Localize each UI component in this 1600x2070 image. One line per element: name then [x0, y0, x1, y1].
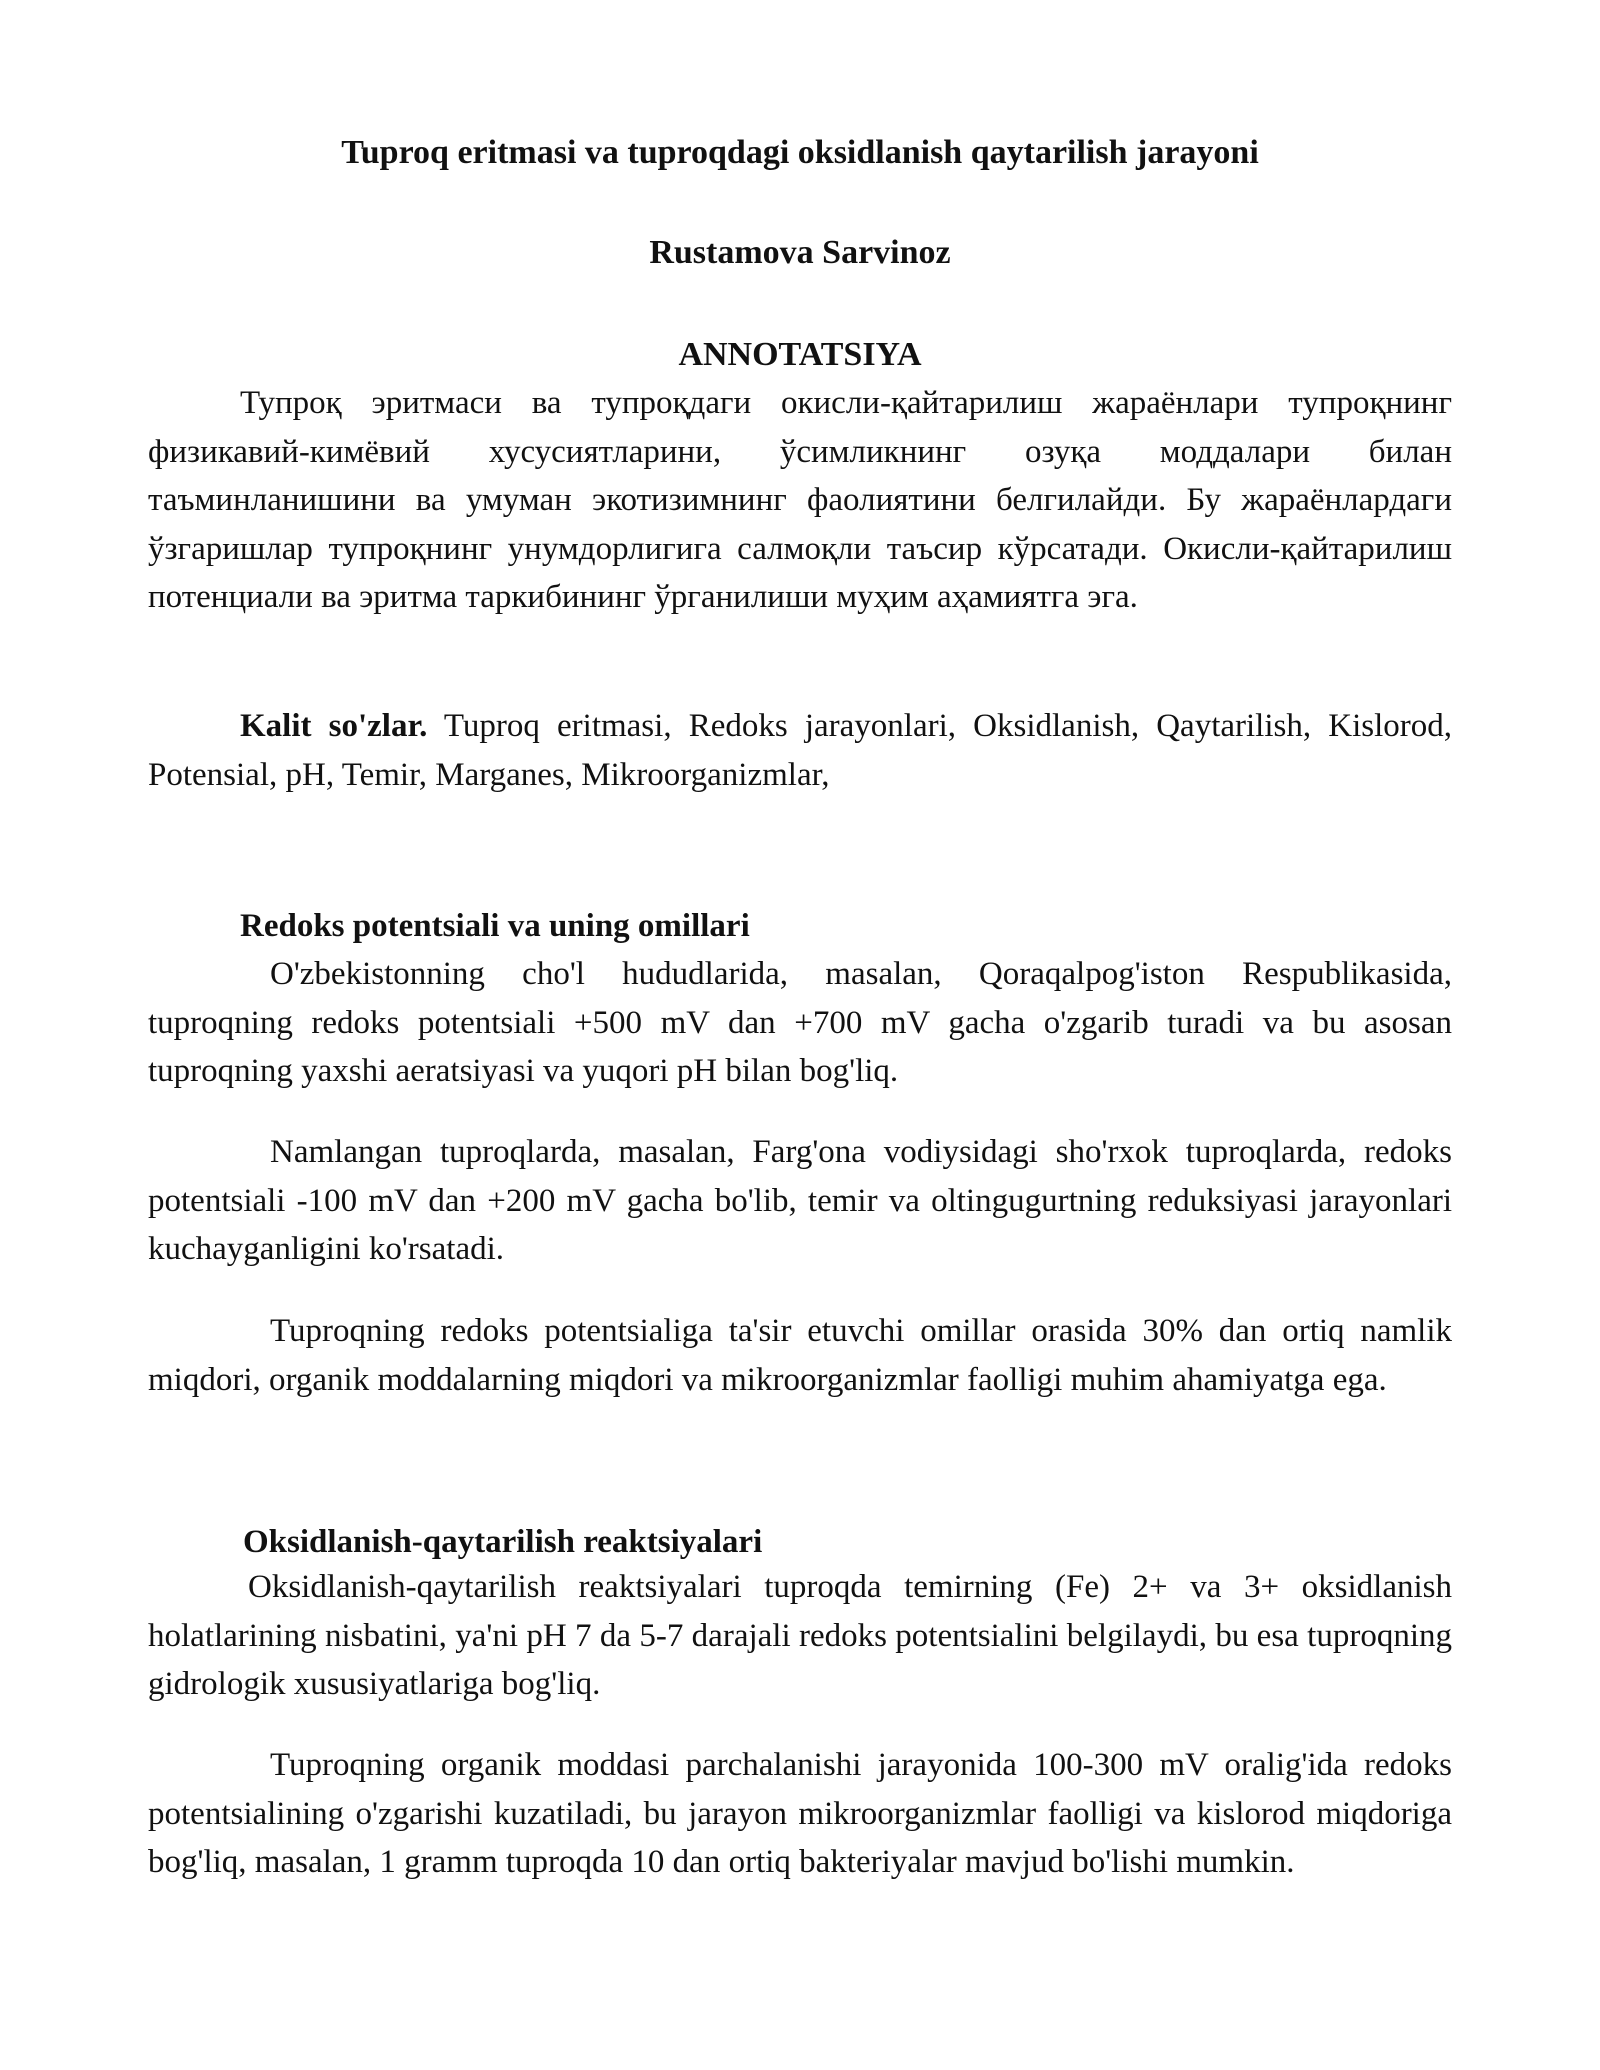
annotation-text: Тупроқ эритмаси ва тупроқдаги окисли-қайтарилиш жараёнлари тупроқнинг физикавий-кимёвий хусусиятларини, ўсимликнинг озуқа моддалари билан таъминланишини ва умуман экотизимнинг фаолиятини белгилайди. Бу жараёнлардаги ўзгаришлар тупроқнинг унумдорлигига салмоқли таъсир кўрсатади. Окисли-қайтарилиш потенциали ва эритма таркибининг ўрганилиши муҳим аҳамиятга эга.: [148, 385, 1452, 615]
section2-paragraph-2: Tuproqning organik moddasi parchalanishi jarayonida 100-300 mV oralig'ida redoks potentsialining o'zgarishi kuzatiladi, bu jarayon mikroorganizmlar faolligi va kislorod miqdoriga bog'liq, masalan, 1 gramm tuproqda 10 dan ortiq bakteriyalar mavjud bo'lishi mumkin.: [148, 1747, 1452, 1880]
keywords-text: Tuproq eritmasi, Redoks jarayonlari, Oksidlanish, Qaytarilish, Kislorod, Potensial, pH, Temir, Marganes, Mikroorganizmlar,: [148, 708, 1452, 793]
annotation-heading: ANNOTATSIYA: [678, 336, 922, 373]
section1-paragraph-1: O'zbekistonning cho'l hududlarida, masalan, Qoraqalpog'iston Respublikasida, tuproqning redoks potentsiali +500 mV dan +700 mV gacha o'zgarib turadi va bu asosan tuproqning yaxshi aeratsiyasi va yuqori pH bilan bog'liq.: [148, 956, 1452, 1089]
section1-paragraph-2: Namlangan tuproqlarda, masalan, Farg'ona vodiysidagi sho'rxok tuproqlarda, redoks potentsiali -100 mV dan +200 mV gacha bo'lib, temir va oltingugurtning reduksiyasi jarayonlari kuchayganligini ko'rsatadi.: [148, 1134, 1452, 1267]
section1-paragraph-3: Tuproqning redoks potentsialiga ta'sir etuvchi omillar orasida 30% dan ortiq namlik miqdori, organik moddalarning miqdori va mikroorganizmlar faolligi muhim ahamiyatga ega.: [148, 1313, 1452, 1398]
keywords-label: Kalit so'zlar.: [240, 708, 428, 744]
section2-paragraph-1: Oksidlanish-qaytarilish reaktsiyalari tuproqda temirning (Fe) 2+ va 3+ oksidlanish holatlarining nisbatini, ya'ni pH 7 da 5-7 darajali redoks potentsialini belgilaydi, bu esa tuproqning gidrologik xususiyatlariga bog'liq.: [148, 1569, 1452, 1702]
section2-heading: Oksidlanish-qaytarilish reaktsiyalari: [243, 1524, 763, 1560]
section1-heading: Redoks potentsiali va uning omillari: [240, 908, 750, 944]
document-title: Tuproq eritmasi va tuproqdagi oksidlanish qaytarilish jarayoni: [341, 134, 1259, 171]
author-name: Rustamova Sarvinoz: [649, 234, 951, 271]
keywords-paragraph: [148, 702, 1452, 799]
